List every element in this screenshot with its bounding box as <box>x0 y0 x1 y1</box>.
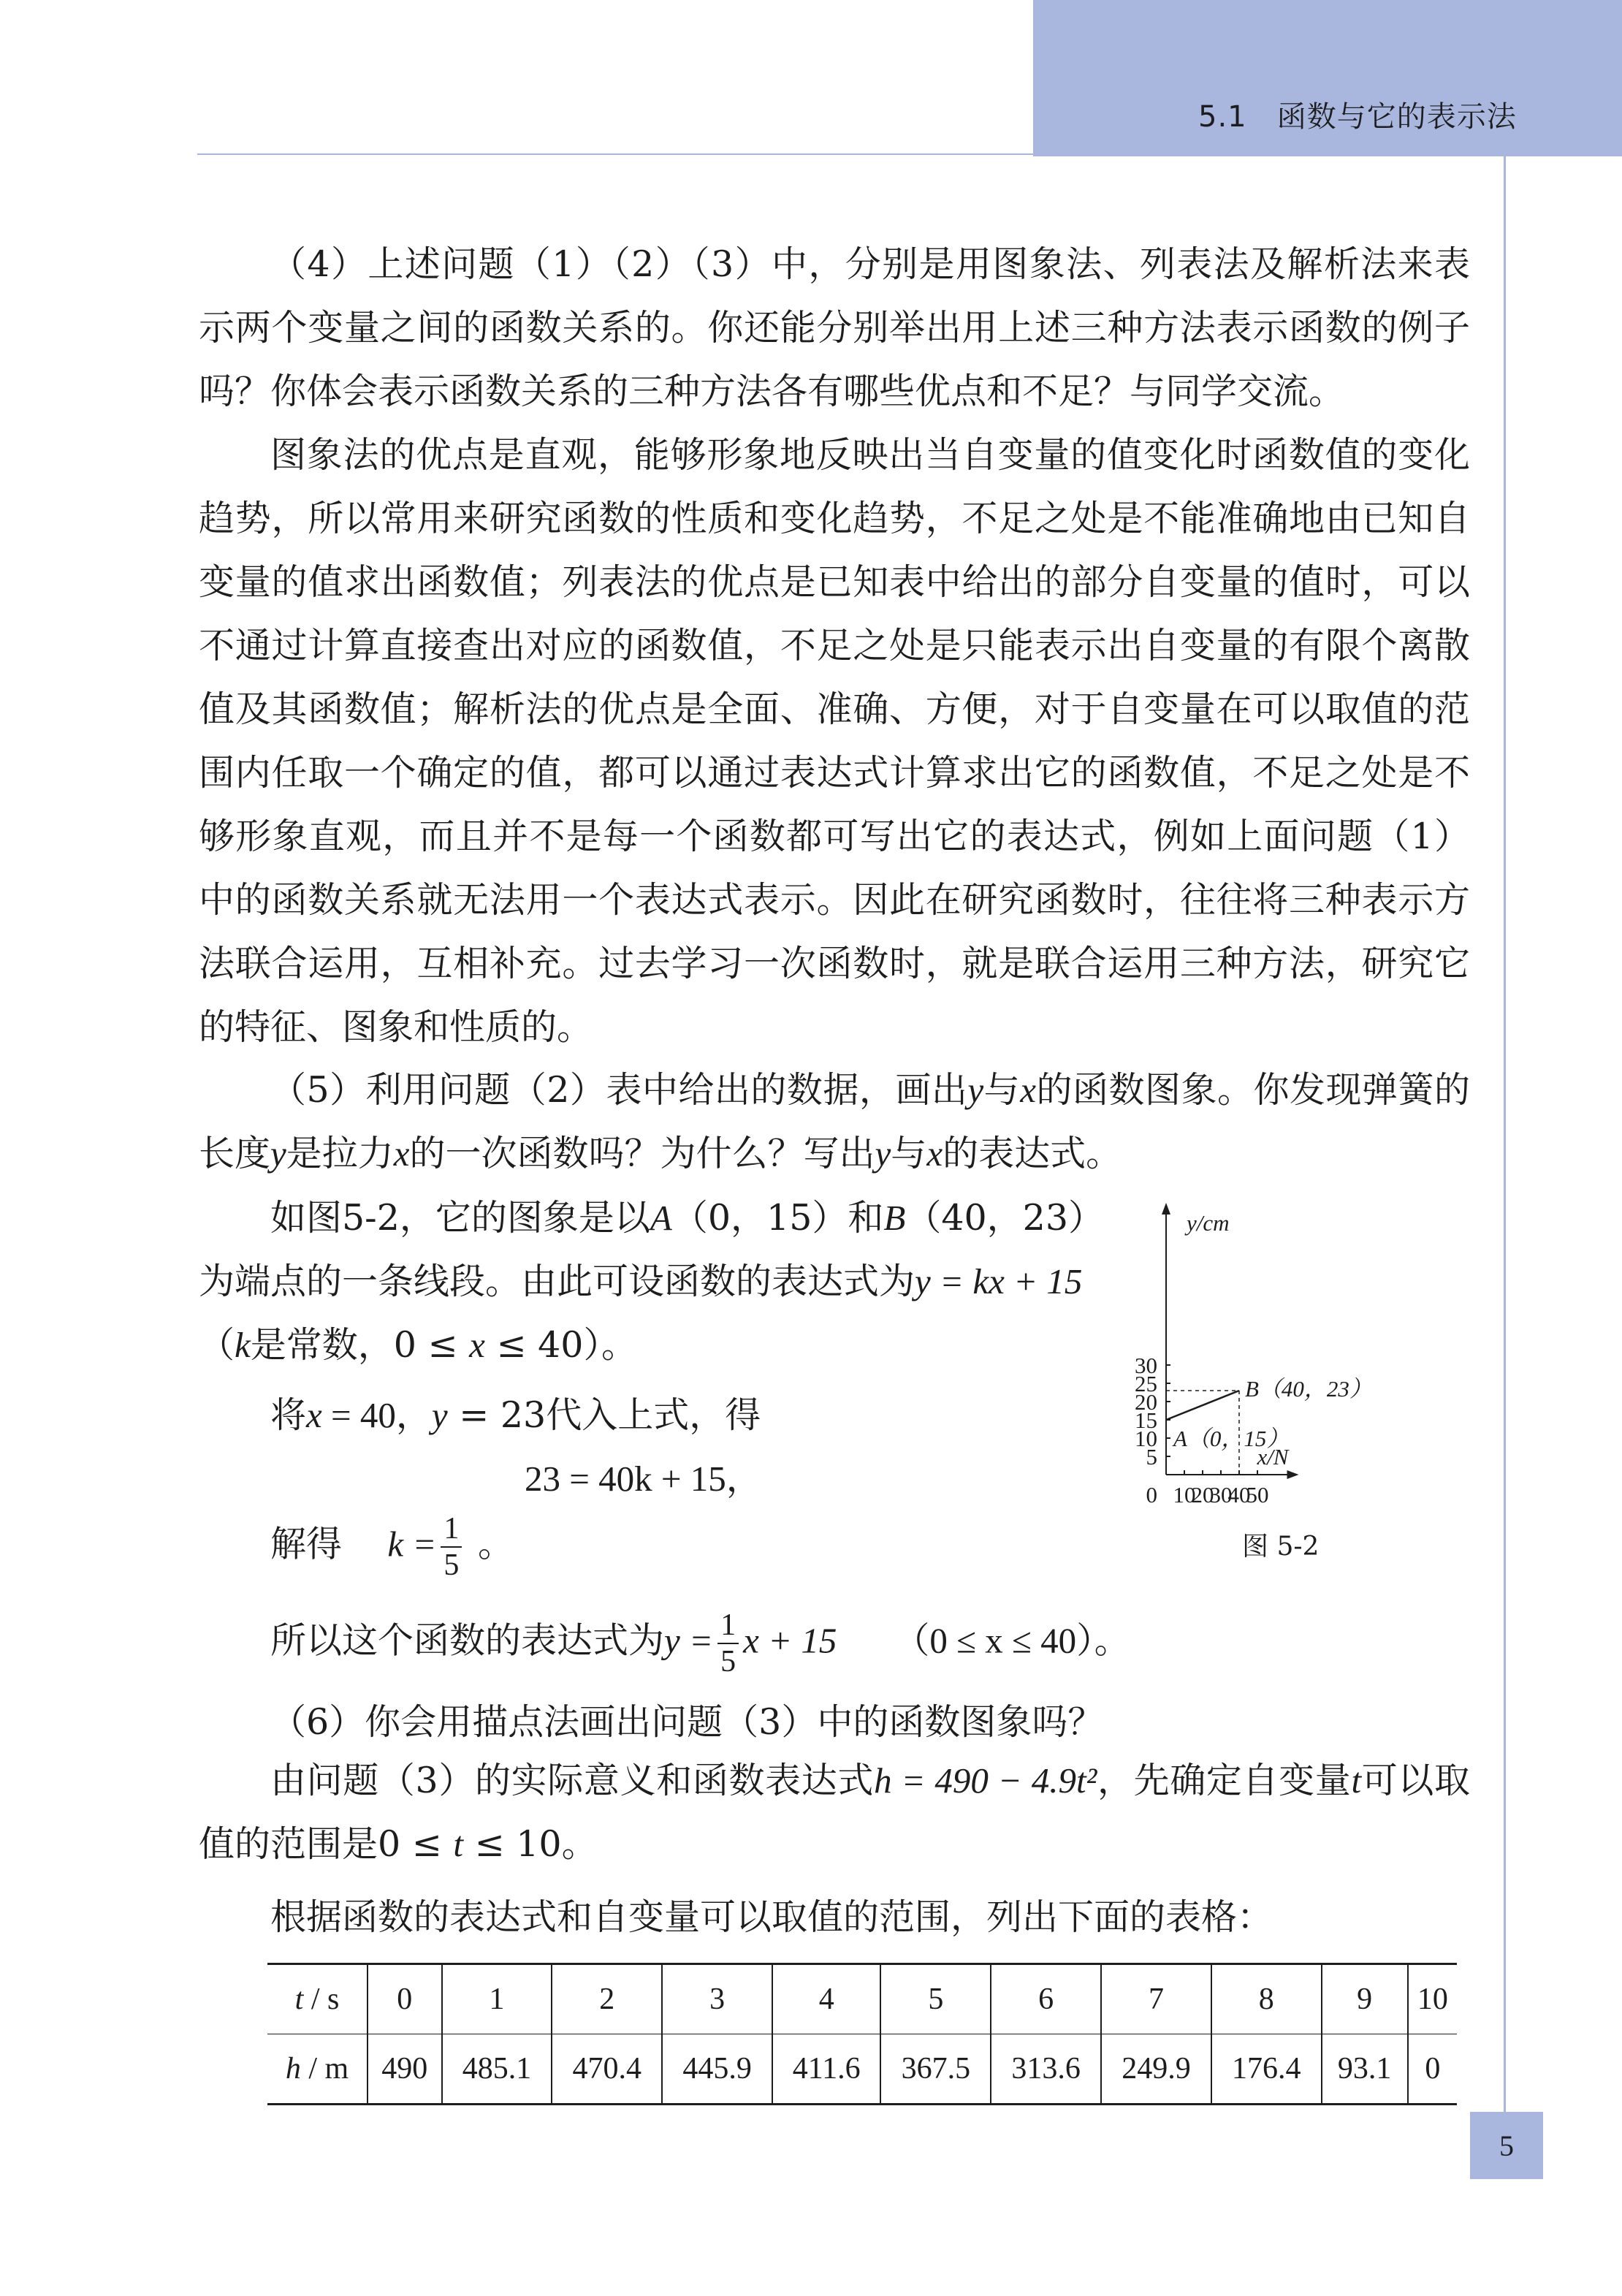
table-h-cell-8: 176.4 <box>1211 2034 1322 2105</box>
expression-kx: y = kx + 15 <box>915 1261 1083 1301</box>
origin-label: 0 <box>1146 1482 1157 1508</box>
table-t-cell-9: 9 <box>1322 1964 1408 2034</box>
table-h-cell-10: 0 <box>1408 2034 1457 2105</box>
solution-line: 解得 k = $\frac{1}{5}$ 。 <box>270 1512 514 1582</box>
table-h-cell-3: 445.9 <box>662 2034 772 2105</box>
annotation-point-a: A（0，15） <box>1173 1426 1290 1451</box>
table-h-cell-7: 249.9 <box>1101 2034 1211 2105</box>
side-rule <box>1504 156 1506 2113</box>
table-row-t <box>267 1964 1457 2034</box>
paragraph-figure-reference: 如图5-2，它的图象是以A（0，15）和B（40，23）为端点的一条线段。由此可设函数的表达式为y = kx + 15 （k是常数，0 ≤ x ≤ 40）。 <box>199 1197 1105 1366</box>
value-table <box>267 1963 1457 2105</box>
figure-5-2-chart <box>1118 1198 1469 1564</box>
x-tick-label: 50 <box>1246 1482 1269 1508</box>
figure-caption: 图 5-2 <box>1242 1532 1320 1562</box>
paragraph-question-4: （4）上述问题（1）（2）（3）中，分别是用图象法、列表法及解析法来表示两个变量之间的函数关系的。你还能分别举出用上述三种方法表示函数的例子吗？你体会表示函数关系的三种方法各有哪些优点和不足？与同学交流。 <box>199 243 1470 412</box>
y-tick-label: 30 <box>1135 1353 1157 1378</box>
equation-line: 23 = 40k + 15， <box>525 1459 762 1499</box>
table-t-label: t / s <box>267 1964 368 2034</box>
table-t-cell-6: 6 <box>991 1964 1101 2034</box>
substitution-line: 将x = 40，y = 23代入上式，得 <box>270 1394 761 1436</box>
table-h-cell-5: 367.5 <box>880 2034 991 2105</box>
table-h-label: h / m <box>267 2034 368 2105</box>
paragraph-methods: 图象法的优点是直观，能够形象地反映出当自变量的值变化时函数值的变化趋势，所以常用来研究函数的性质和变化趋势，不足之处是不能准确地由已知自变量的值求出函数值；列表法的优点是已知表中给出的部分自变量的值时，可以不通过计算直接查出对应的函数值，不足之处是只能表示出自变量的有限个离散值及其函数值；解析法的优点是全面、准确、方便，对于自变量在可以取值的范围内任取一个确定的值，都可以通过表达式计算求出它的函数值，不足之处是不够形象直观，而且并不是每一个函数都可写出它的表达式，例如上面问题（1）中的函数关系就无法用一个表达式表示。因此在研究函数时，往往将三种表示方法联合运用，互相补充。过去学习一次函数时，就是联合运用三种方法，研究它的特征、图象和性质的。 <box>199 434 1470 1048</box>
table-intro: 根据函数的表达式和自变量可以取值的范围，列出下面的表格： <box>270 1896 1273 1938</box>
table-row-h <box>267 2034 1457 2105</box>
y-tick-label: 10 <box>1135 1426 1157 1451</box>
table-t-cell-4: 4 <box>772 1964 880 2034</box>
table-h-cell-9: 93.1 <box>1322 2034 1408 2105</box>
table-t-cell-0: 0 <box>368 1964 442 2034</box>
table-t-cell-2: 2 <box>552 1964 662 2034</box>
annotation-point-b: B（40，23） <box>1245 1376 1372 1402</box>
table-t-cell-3: 3 <box>662 1964 772 2034</box>
y-tick-label: 15 <box>1135 1407 1157 1433</box>
y-tick-label: 25 <box>1135 1371 1157 1396</box>
result-line: 所以这个函数的表达式为y = $\frac{1}{5}$ x + 15 （0 ≤ x ≤ 40）。 <box>270 1608 1130 1679</box>
table-h-cell-4: 411.6 <box>772 2034 880 2105</box>
x-tick-label: 30 <box>1209 1482 1233 1508</box>
table-t-cell-1: 1 <box>442 1964 552 2034</box>
table-h-cell-1: 485.1 <box>442 2034 552 2105</box>
table-t-cell-8: 8 <box>1211 1964 1322 2034</box>
table-h-cell-2: 470.4 <box>552 2034 662 2105</box>
series-line-spring <box>1166 1391 1239 1420</box>
section-title: 函数与它的表示法 <box>1276 100 1517 134</box>
x-tick-label: 10 <box>1173 1482 1196 1508</box>
x-axis-label: x/N <box>1257 1444 1289 1470</box>
header-rule <box>197 153 1033 155</box>
paragraph-question-6: （6）你会用描点法画出问题（3）中的函数图象吗？ <box>270 1701 1104 1743</box>
table-t-cell-7: 7 <box>1101 1964 1211 2034</box>
table-t-cell-5: 5 <box>880 1964 991 2034</box>
y-tick-label: 20 <box>1135 1389 1157 1415</box>
y-axis-label: y/cm <box>1187 1210 1230 1236</box>
fraction-one-fifth: $\frac{1}{5}$ <box>441 1511 462 1583</box>
page-number: 5 <box>1470 2112 1543 2179</box>
table-h-cell-0: 490 <box>368 2034 442 2105</box>
table-t-cell-10: 10 <box>1408 1964 1457 2034</box>
table-h-cell-6: 313.6 <box>991 2034 1101 2105</box>
paragraph-question-5: （5）利用问题（2）表中给出的数据，画出y与x的函数图象。你发现弹簧的长度y是拉力x的一次函数吗？为什么？写出y与x的表达式。 <box>199 1069 1470 1174</box>
fraction-one-fifth-result: $\frac{1}{5}$ <box>717 1608 739 1679</box>
section-header <box>1198 94 1517 135</box>
x-tick-label: 40 <box>1227 1482 1251 1508</box>
x-axis-arrow <box>1287 1470 1299 1479</box>
paragraph-domain: 由问题（3）的实际意义和函数表达式h = 490 − 4.9t²，先确定自变量t可以取值的范围是0 ≤ t ≤ 10。 <box>199 1760 1470 1865</box>
y-axis-arrow <box>1162 1203 1170 1214</box>
section-number: 5.1 <box>1198 100 1247 134</box>
y-tick-label: 5 <box>1146 1444 1157 1470</box>
x-tick-label: 20 <box>1191 1482 1214 1508</box>
